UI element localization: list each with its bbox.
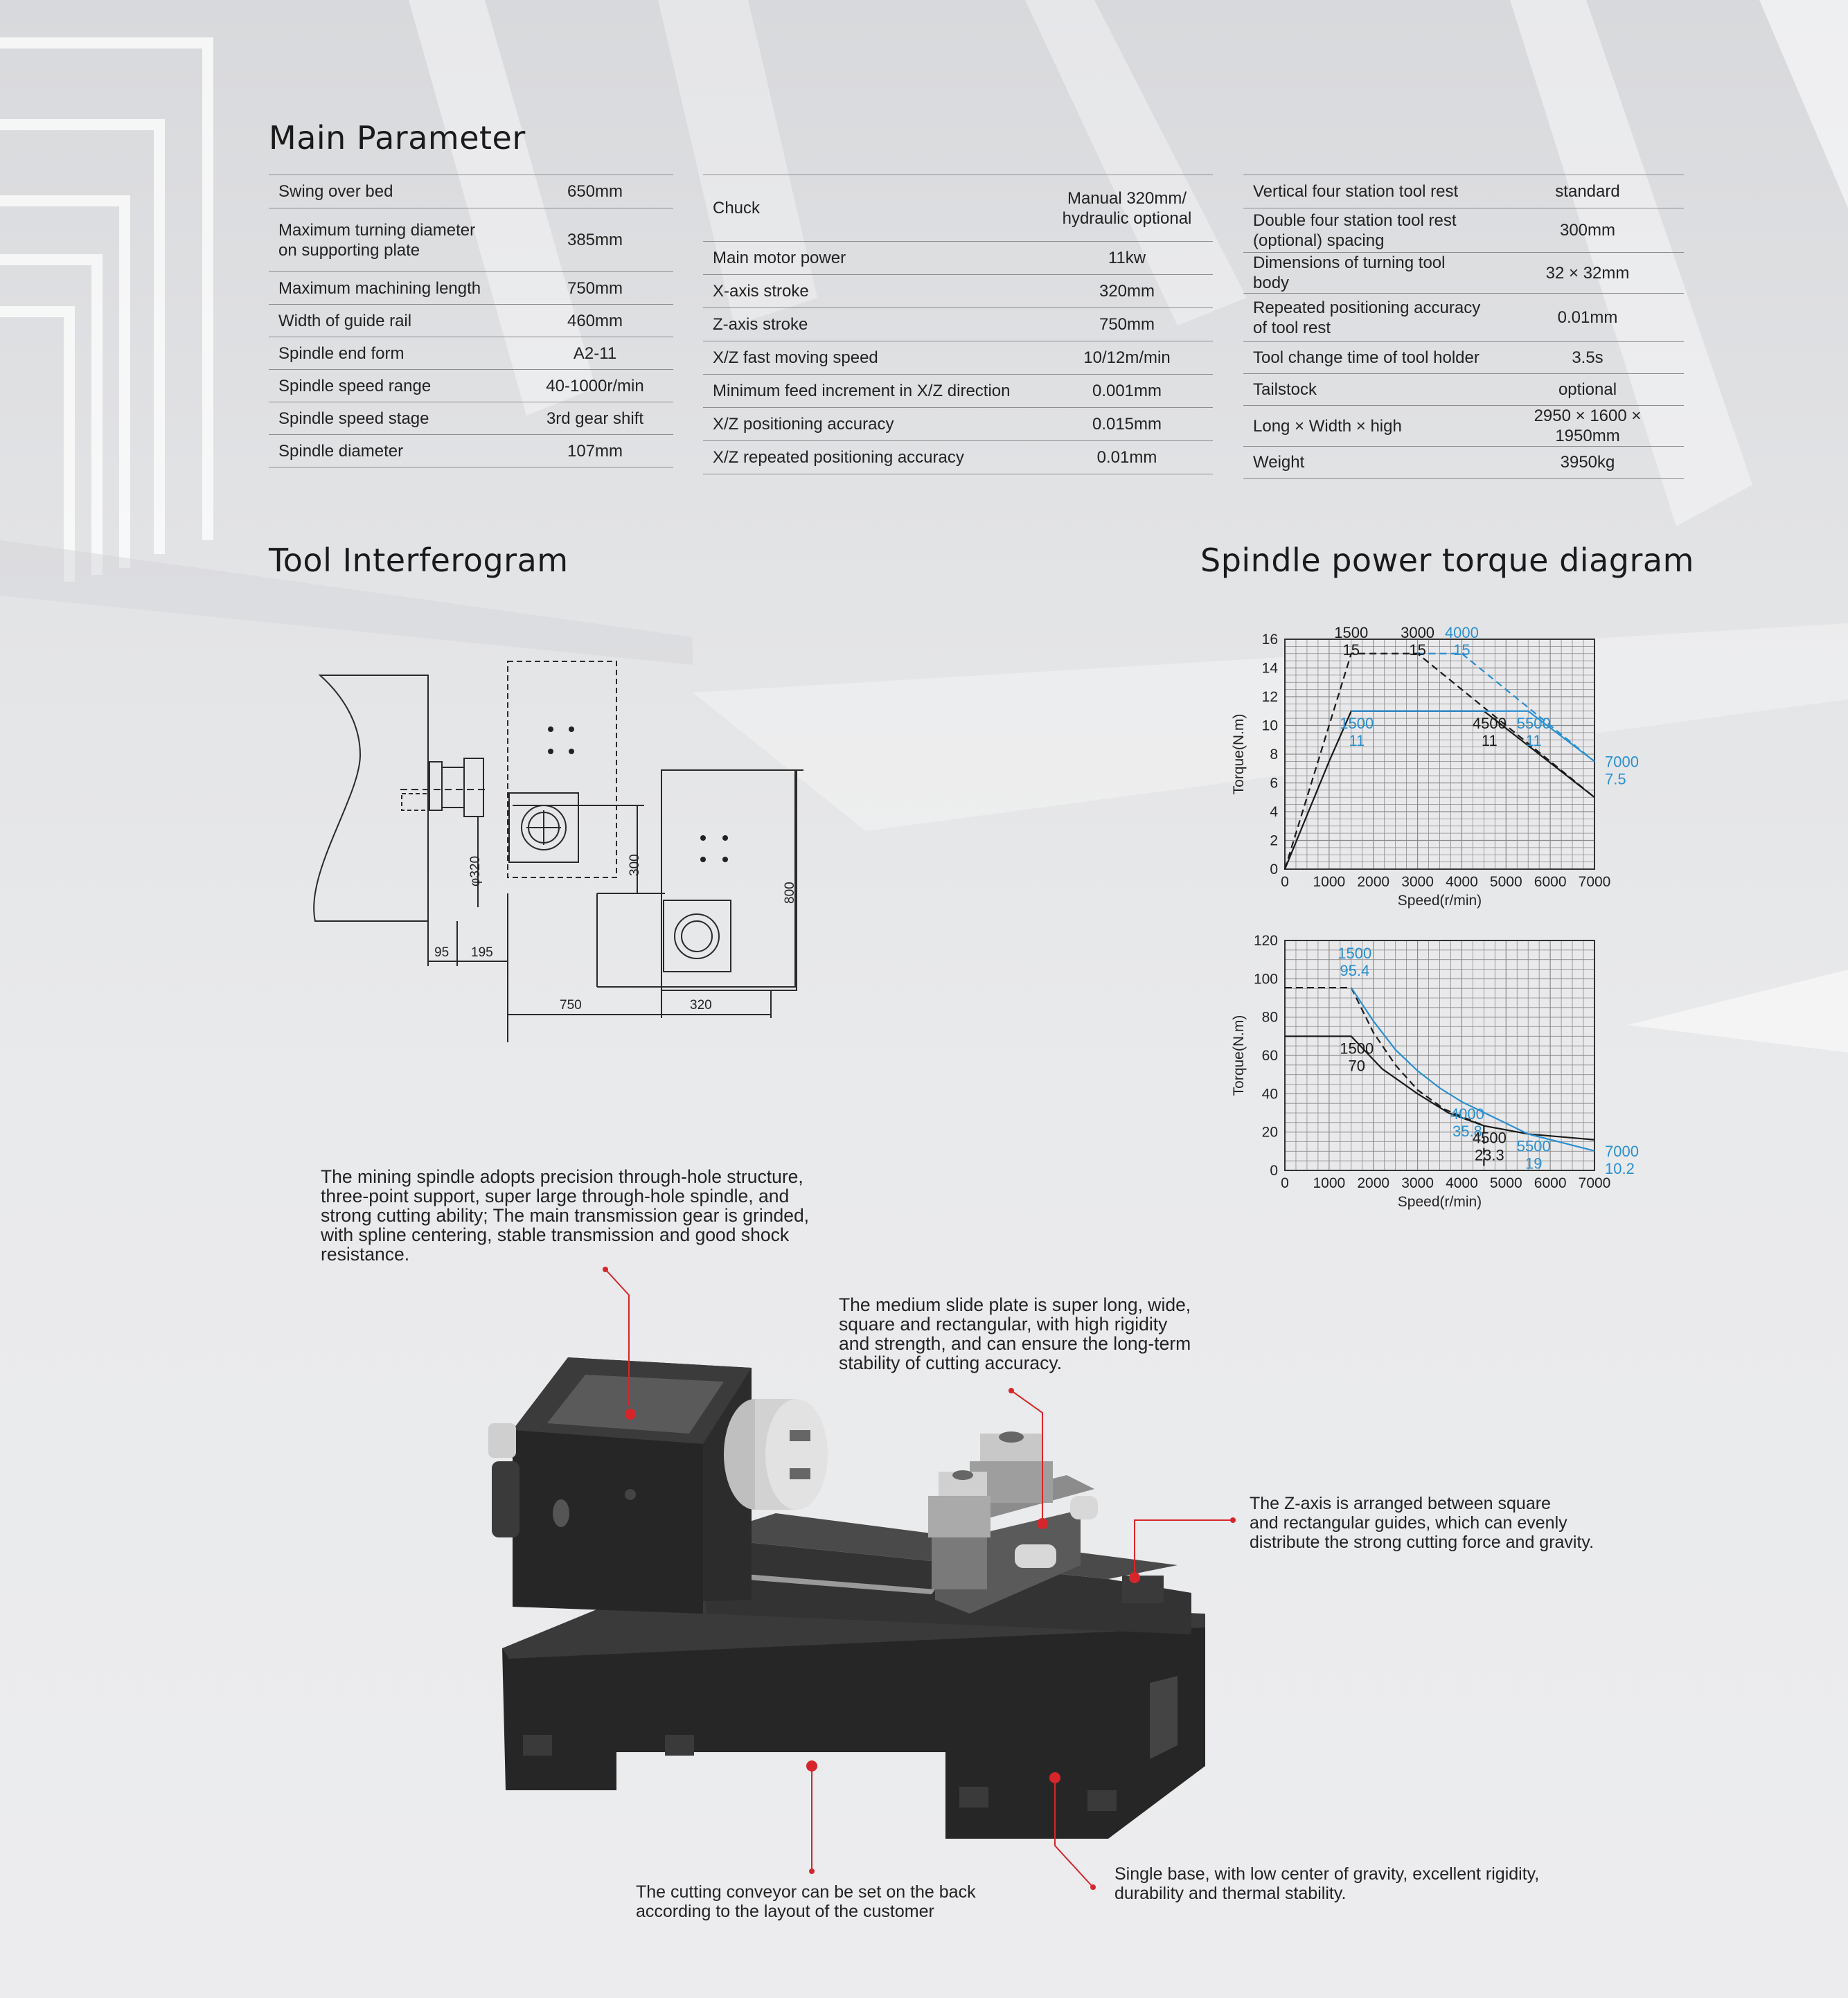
chart-y-tick-label: 0 [1270,862,1278,877]
chart-x-tick-label: 4000 [1446,874,1478,890]
chart-x-tick-label: 1000 [1313,1175,1346,1191]
parameter-row [269,435,673,467]
parameter-row [1243,342,1684,374]
chart-data-label: 5500 [1516,1137,1551,1155]
parameter-value: 650mm [517,175,673,208]
chart-data-label: 1500 [1338,945,1372,963]
parameter-label: X/Z repeated positioning accuracy [703,441,1041,474]
parameter-value: 11kw [1041,242,1213,275]
spindle-torque-chart-1 [1219,620,1639,914]
chart-x-tick-label: 7000 [1578,1175,1611,1191]
parameter-label: Vertical four station tool rest [1243,175,1491,208]
chart-x-tick-label: 2000 [1357,874,1390,890]
parameter-row [703,175,1213,242]
parameter-row [269,370,673,402]
parameter-label: Main motor power [703,242,1041,275]
parameter-row [269,272,673,305]
parameter-value: 750mm [517,272,673,305]
lathe-illustration [471,1337,1233,1849]
chart-data-label: 35.8 [1452,1122,1482,1140]
dim-300: 300 [628,854,642,876]
parameter-value: 40-1000r/min [517,370,673,402]
parameter-value: 2950 × 1600 × 1950mm [1491,406,1684,447]
parameter-label: X-axis stroke [703,275,1041,308]
parameter-row [703,308,1213,341]
tool-interferogram-title: Tool Interferogram [269,542,569,579]
parameter-table-2 [703,175,1213,474]
parameter-row [269,175,673,208]
parameter-row [269,402,673,435]
chart-y-tick-label: 20 [1261,1124,1278,1141]
chart-data-label: 19 [1525,1154,1543,1172]
parameter-label: Z-axis stroke [703,308,1041,341]
parameter-label: Spindle speed range [269,370,517,402]
parameter-label: Width of guide rail [269,305,517,337]
parameter-row [269,337,673,370]
chart-x-tick-label: 5000 [1489,1175,1522,1191]
parameter-row [269,208,673,272]
parameter-value: 32 × 32mm [1491,253,1684,294]
chart-data-label: 3000 [1401,624,1435,641]
chart-y-tick-label: 80 [1261,1009,1278,1026]
chart-x-tick-label: 7000 [1578,874,1611,890]
parameter-value: 0.001mm [1041,375,1213,408]
parameter-label: Long × Width × high [1243,406,1491,447]
parameter-label: Tailstock [1243,374,1491,406]
parameter-row [703,275,1213,308]
chart-data-label: 15 [1342,641,1360,659]
chart-x-axis-label: Speed(r/min) [1397,1194,1482,1210]
parameter-row [1243,406,1684,447]
chart-data-label: 23.3 [1474,1146,1504,1164]
parameter-value: 0.01mm [1041,441,1213,474]
parameter-value: Manual 320mm/ hydraulic optional [1041,175,1213,242]
chart-x-tick-label: 0 [1281,874,1289,890]
parameter-label: Chuck [703,175,1041,242]
chart-data-label: 7000 [1605,753,1639,771]
parameter-row [703,408,1213,441]
chart-data-label: 15 [1409,641,1426,659]
parameter-label: Spindle end form [269,337,517,370]
parameter-label: Swing over bed [269,175,517,208]
parameter-value: 0.015mm [1041,408,1213,441]
chart-y-tick-label: 12 [1261,689,1278,705]
chart-x-tick-label: 3000 [1401,874,1434,890]
chart-y-axis-label: Torque(N.m) [1231,713,1247,795]
chart-x-tick-label: 2000 [1357,1175,1390,1191]
chart-x-tick-label: 6000 [1534,1175,1567,1191]
chart-x-tick-label: 6000 [1534,874,1567,890]
chart-data-label: 15 [1453,641,1471,659]
dim-phi320: φ320 [468,855,483,886]
parameter-label: Minimum feed increment in X/Z direction [703,375,1041,408]
dim-95: 95 [434,945,450,960]
chart-y-tick-label: 60 [1261,1048,1278,1064]
parameter-value: optional [1491,374,1684,406]
chart-x-tick-label: 0 [1281,1175,1289,1191]
parameter-value: 3rd gear shift [517,402,673,435]
parameter-row [1243,374,1684,406]
dim-800: 800 [783,882,797,904]
note-spindle: The mining spindle adopts precision through-hole structure, three-point support, super large through-hole spindle, and strong cutting ability; The main transmission gear is grinded, with spline centering, stable transmission and good shock resistance. [321,1166,810,1265]
chart-y-tick-label: 10 [1261,717,1278,734]
dim-750: 750 [560,998,582,1013]
parameter-row [1243,447,1684,479]
note-z-axis: The Z-axis is arranged between square and rectangular guides, which can evenly distribute the strong cutting force and gravity. [1250,1494,1594,1552]
dim-195: 195 [471,945,493,960]
chart-data-label: 11 [1349,731,1365,749]
parameter-label: Dimensions of turning tool body [1243,253,1491,294]
chart-data-label: 7.5 [1605,770,1626,788]
spindle-diagram-title: Spindle power torque diagram [1200,542,1694,579]
parameter-value: 3.5s [1491,342,1684,374]
parameter-label: Maximum machining length [269,272,517,305]
parameter-row [703,375,1213,408]
chart-y-tick-label: 16 [1261,632,1278,648]
parameter-row [1243,253,1684,294]
chart-y-tick-label: 8 [1270,747,1278,762]
parameter-row [1243,175,1684,208]
parameter-value: 107mm [517,435,673,467]
chart-x-tick-label: 3000 [1401,1175,1434,1191]
note-base: Single base, with low center of gravity, excellent rigidity, durability and thermal stability. [1114,1864,1540,1903]
parameter-value: 385mm [517,208,673,272]
parameter-row [1243,294,1684,342]
parameter-value: 10/12m/min [1041,341,1213,375]
parameter-label: Maximum turning diameter on supporting plate [269,208,517,272]
main-parameter-title: Main Parameter [269,119,526,157]
chart-x-axis-label: Speed(r/min) [1397,893,1482,909]
chart-x-tick-label: 1000 [1313,874,1346,890]
note-conveyor: The cutting conveyor can be set on the back according to the layout of the customer [636,1882,976,1921]
chart-y-axis-label: Torque(N.m) [1231,1015,1247,1096]
parameter-value: 3950kg [1491,447,1684,479]
parameter-table-3 [1243,175,1684,479]
chart-data-label: 11 [1525,731,1542,749]
chart-x-tick-label: 5000 [1489,874,1522,890]
parameter-table-1 [269,175,673,467]
parameter-row [703,341,1213,375]
chart-y-tick-label: 14 [1261,660,1278,677]
parameter-value: 320mm [1041,275,1213,308]
chart-data-label: 95.4 [1340,962,1370,980]
chart-y-tick-label: 0 [1270,1163,1278,1179]
chart-x-tick-label: 4000 [1446,1175,1478,1191]
spindle-torque-chart-2 [1219,921,1639,1215]
chart-data-label: 7000 [1605,1142,1639,1160]
chart-y-tick-label: 2 [1270,832,1278,849]
chart-data-label: 1500 [1340,1040,1374,1058]
parameter-value: 460mm [517,305,673,337]
parameter-label: Tool change time of tool holder [1243,342,1491,374]
parameter-label: Spindle speed stage [269,402,517,435]
parameter-row [1243,208,1684,253]
chart-data-label: 11 [1481,731,1498,749]
parameter-label: Weight [1243,447,1491,479]
chart-data-label: 10.2 [1605,1159,1635,1177]
parameter-label: Repeated positioning accuracy of tool rest [1243,294,1491,342]
chart-data-label: 4500 [1472,714,1507,732]
parameter-label: Double four station tool rest (optional) spacing [1243,208,1491,253]
dim-320: 320 [690,998,712,1013]
parameter-row [703,441,1213,474]
parameter-row [269,305,673,337]
note-slide-plate: The medium slide plate is super long, wide, square and rectangular, with high rigidity and strength, and can ensure the long-term stability of cutting accuracy. [839,1294,1191,1373]
parameter-value: 0.01mm [1491,294,1684,342]
parameter-label: X/Z fast moving speed [703,341,1041,375]
chart-y-tick-label: 4 [1270,804,1278,820]
chart-data-label: 5500 [1516,714,1551,732]
chart-data-label: 1500 [1340,714,1374,732]
chart-y-tick-label: 6 [1270,775,1278,792]
parameter-label: X/Z positioning accuracy [703,408,1041,441]
chart-y-tick-label: 40 [1261,1086,1278,1103]
chart-y-tick-label: 120 [1253,933,1278,949]
tool-interferogram-drawing [305,651,817,1053]
parameter-value: 300mm [1491,208,1684,253]
parameter-value: A2-11 [517,337,673,370]
chart-y-tick-label: 100 [1253,971,1278,988]
chart-data-label: 1500 [1334,624,1369,641]
parameter-label: Spindle diameter [269,435,517,467]
chart-data-label: 70 [1348,1057,1366,1075]
parameter-row [703,242,1213,275]
parameter-value: standard [1491,175,1684,208]
chart-data-label: 4500 [1472,1129,1507,1147]
parameter-value: 750mm [1041,308,1213,341]
chart-data-label: 4000 [1450,1105,1484,1123]
chart-data-label: 4000 [1444,624,1479,641]
